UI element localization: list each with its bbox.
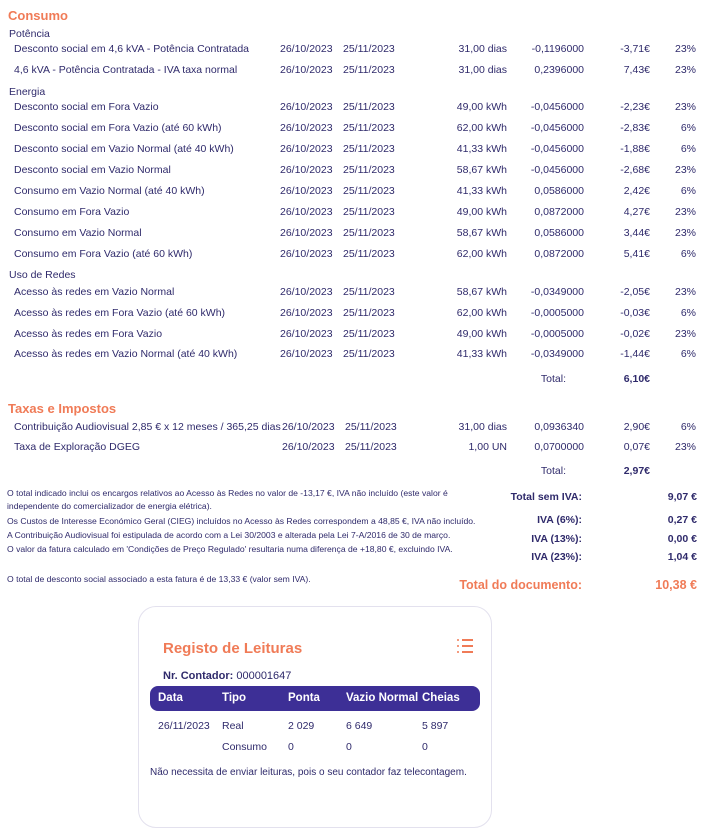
column-header-cheias: Cheias bbox=[422, 692, 460, 704]
item-vat: 6% bbox=[680, 348, 696, 360]
item-unit-price: 0,0872000 bbox=[534, 206, 584, 218]
item-vat: 23% bbox=[674, 64, 696, 76]
summary-label-iva-13: IVA (13%): bbox=[531, 533, 582, 545]
item-quantity: 41,33 kWh bbox=[456, 348, 507, 360]
note-regulated-price: O valor da fatura calculado em 'Condições de Preço Regulado' resultaria numa diferença de +18,80 €, excluindo IVA. bbox=[7, 544, 453, 554]
item-start-date: 26/10/2023 bbox=[280, 286, 333, 298]
item-unit-price: 0,2396000 bbox=[534, 64, 584, 76]
item-quantity: 49,00 kWh bbox=[456, 206, 507, 218]
item-start-date: 26/10/2023 bbox=[280, 206, 333, 218]
note-cieg: Os Custos de Interesse Económico Geral (CIEG) incluídos no Acesso às Redes correspondem a 48,85 €, IVA não incluído. bbox=[7, 516, 476, 526]
item-unit-price: 0,0936340 bbox=[534, 421, 584, 433]
line-item-row bbox=[0, 328, 710, 346]
item-value: 5,41€ bbox=[623, 248, 650, 260]
item-start-date: 26/10/2023 bbox=[280, 307, 333, 319]
item-quantity: 58,67 kWh bbox=[456, 164, 507, 176]
summary-label-iva-6: IVA (6%): bbox=[537, 514, 582, 526]
item-vat: 23% bbox=[674, 43, 696, 55]
summary-label-iva-23: IVA (23%): bbox=[531, 551, 582, 563]
item-description: Desconto social em Fora Vazio bbox=[14, 101, 159, 113]
item-value: -2,68€ bbox=[620, 164, 650, 176]
list-menu-icon[interactable] bbox=[457, 639, 473, 653]
item-start-date: 26/10/2023 bbox=[280, 185, 333, 197]
item-vat: 6% bbox=[680, 143, 696, 155]
item-value: -1,88€ bbox=[620, 143, 650, 155]
line-item-row bbox=[0, 248, 710, 266]
item-unit-price: 0,0586000 bbox=[534, 227, 584, 239]
item-description: Acesso às redes em Fora Vazio bbox=[14, 328, 163, 340]
readings-table-header bbox=[150, 686, 480, 711]
line-item-row bbox=[0, 348, 710, 366]
item-description: Taxa de Exploração DGEG bbox=[14, 441, 141, 453]
item-quantity: 62,00 kWh bbox=[456, 248, 507, 260]
item-end-date: 25/11/2023 bbox=[345, 441, 397, 453]
item-end-date: 25/11/2023 bbox=[343, 227, 395, 239]
line-item-row bbox=[0, 227, 710, 245]
item-start-date: 26/10/2023 bbox=[280, 348, 333, 360]
note-social-discount: O total de desconto social associado a esta fatura é de 13,33 € (valor sem IVA). bbox=[7, 574, 311, 584]
readings-card bbox=[138, 606, 492, 828]
item-vat: 6% bbox=[680, 248, 696, 260]
table-row bbox=[150, 741, 480, 757]
item-description: Consumo em Fora Vazio (até 60 kWh) bbox=[14, 248, 193, 260]
line-item-row bbox=[0, 421, 710, 439]
section-title-taxas: Taxas e Impostos bbox=[8, 401, 117, 416]
item-unit-price: -0,0005000 bbox=[530, 328, 584, 340]
cell-ponta: 0 bbox=[288, 741, 294, 753]
document-total-label: Total do documento: bbox=[459, 578, 582, 592]
cell-ponta: 2 029 bbox=[288, 720, 315, 732]
line-item-row bbox=[0, 101, 710, 119]
item-unit-price: 0,0700000 bbox=[534, 441, 584, 453]
cell-cheias: 0 bbox=[422, 741, 428, 753]
note-audiovisual: A Contribuição Audiovisual foi estipulada de acordo com a Lei 30/2003 e alterada pela Lei 7-A/2016 de 30 de março. bbox=[7, 530, 451, 540]
line-item-row bbox=[0, 185, 710, 203]
item-end-date: 25/11/2023 bbox=[343, 248, 395, 260]
item-quantity: 58,67 kWh bbox=[456, 227, 507, 239]
item-end-date: 25/11/2023 bbox=[345, 421, 397, 433]
line-item-row bbox=[0, 441, 710, 459]
item-quantity: 31,00 dias bbox=[458, 64, 507, 76]
table-row bbox=[150, 720, 480, 736]
item-vat: 6% bbox=[680, 307, 696, 319]
item-start-date: 26/10/2023 bbox=[280, 164, 333, 176]
item-end-date: 25/11/2023 bbox=[343, 185, 395, 197]
item-end-date: 25/11/2023 bbox=[343, 206, 395, 218]
cell-tipo: Consumo bbox=[222, 741, 267, 753]
telemetering-note: Não necessita de enviar leituras, pois o seu contador faz telecontagem. bbox=[150, 767, 467, 778]
item-unit-price: -0,0349000 bbox=[530, 286, 584, 298]
line-item-row bbox=[0, 43, 710, 61]
item-quantity: 49,00 kWh bbox=[456, 328, 507, 340]
item-quantity: 62,00 kWh bbox=[456, 307, 507, 319]
item-start-date: 26/10/2023 bbox=[282, 421, 335, 433]
item-value: 4,27€ bbox=[623, 206, 650, 218]
item-description: Desconto social em Vazio Normal bbox=[14, 164, 171, 176]
item-value: 2,90€ bbox=[623, 421, 650, 433]
item-value: -0,03€ bbox=[620, 307, 650, 319]
cell-tipo: Real bbox=[222, 720, 244, 732]
item-vat: 6% bbox=[680, 122, 696, 134]
consumo-total-row bbox=[0, 373, 710, 389]
item-vat: 23% bbox=[674, 206, 696, 218]
item-start-date: 26/10/2023 bbox=[280, 143, 333, 155]
item-description: Acesso às redes em Vazio Normal (até 40 kWh) bbox=[14, 348, 238, 360]
item-unit-price: -0,0456000 bbox=[530, 164, 584, 176]
item-unit-price: -0,0005000 bbox=[530, 307, 584, 319]
meter-value: 000001647 bbox=[236, 670, 292, 682]
group-title-uso-de-redes: Uso de Redes bbox=[9, 269, 76, 281]
item-vat: 23% bbox=[674, 101, 696, 113]
item-unit-price: 0,0872000 bbox=[534, 248, 584, 260]
section-title-consumo: Consumo bbox=[8, 8, 68, 23]
item-start-date: 26/10/2023 bbox=[280, 227, 333, 239]
item-end-date: 25/11/2023 bbox=[343, 348, 395, 360]
column-header-ponta: Ponta bbox=[288, 692, 320, 704]
item-end-date: 25/11/2023 bbox=[343, 164, 395, 176]
item-start-date: 26/10/2023 bbox=[280, 101, 333, 113]
column-header-tipo: Tipo bbox=[222, 692, 247, 704]
item-end-date: 25/11/2023 bbox=[343, 328, 395, 340]
item-description: Desconto social em Fora Vazio (até 60 kWh) bbox=[14, 122, 222, 134]
item-end-date: 25/11/2023 bbox=[343, 64, 395, 76]
taxas-total-row bbox=[0, 465, 710, 481]
consumo-total-label: Total: bbox=[540, 373, 566, 385]
item-value: -0,02€ bbox=[620, 328, 650, 340]
column-header-vazio-normal: Vazio Normal bbox=[346, 692, 419, 704]
summary-value-total-sem-iva: 9,07 € bbox=[667, 491, 697, 503]
item-description: Consumo em Fora Vazio bbox=[14, 206, 130, 218]
item-value: 2,42€ bbox=[623, 185, 650, 197]
item-quantity: 31,00 dias bbox=[458, 421, 507, 433]
item-unit-price: -0,1196000 bbox=[531, 43, 584, 55]
item-description: Consumo em Vazio Normal bbox=[14, 227, 142, 239]
item-quantity: 41,33 kWh bbox=[456, 143, 507, 155]
line-item-row bbox=[0, 64, 710, 82]
item-unit-price: -0,0456000 bbox=[530, 101, 584, 113]
item-value: 3,44€ bbox=[623, 227, 650, 239]
consumo-total-value: 6,10€ bbox=[623, 373, 650, 385]
item-end-date: 25/11/2023 bbox=[343, 43, 395, 55]
item-start-date: 26/10/2023 bbox=[280, 122, 333, 134]
item-description: Desconto social em 4,6 kVA - Potência Contratada bbox=[14, 43, 250, 55]
item-unit-price: -0,0349000 bbox=[530, 348, 584, 360]
item-unit-price: 0,0586000 bbox=[534, 185, 584, 197]
cell-vazio-normal: 6 649 bbox=[346, 720, 373, 732]
document-total-value: 10,38 € bbox=[655, 578, 697, 592]
readings-card-title: Registo de Leituras bbox=[163, 640, 303, 657]
item-value: -3,71€ bbox=[620, 43, 650, 55]
item-value: 0,07€ bbox=[623, 441, 650, 453]
item-end-date: 25/11/2023 bbox=[343, 286, 395, 298]
item-vat: 6% bbox=[680, 421, 696, 433]
line-item-row bbox=[0, 143, 710, 161]
summary-value-iva-13: 0,00 € bbox=[667, 533, 697, 545]
item-quantity: 31,00 dias bbox=[458, 43, 507, 55]
item-unit-price: -0,0456000 bbox=[530, 122, 584, 134]
item-description: Acesso às redes em Fora Vazio (até 60 kWh) bbox=[14, 307, 226, 319]
item-quantity: 1,00 UN bbox=[468, 441, 507, 453]
taxas-total-label: Total: bbox=[540, 465, 566, 477]
line-item-row bbox=[0, 286, 710, 304]
cell-vazio-normal: 0 bbox=[346, 741, 352, 753]
item-value: 7,43€ bbox=[623, 64, 650, 76]
item-value: -2,23€ bbox=[620, 101, 650, 113]
item-vat: 23% bbox=[674, 286, 696, 298]
item-quantity: 58,67 kWh bbox=[456, 286, 507, 298]
item-description: Desconto social em Vazio Normal (até 40 kWh) bbox=[14, 143, 234, 155]
item-start-date: 26/10/2023 bbox=[280, 248, 333, 260]
item-start-date: 26/10/2023 bbox=[282, 441, 335, 453]
item-quantity: 49,00 kWh bbox=[456, 101, 507, 113]
item-vat: 23% bbox=[674, 441, 696, 453]
meter-number bbox=[163, 670, 291, 682]
item-end-date: 25/11/2023 bbox=[343, 122, 395, 134]
line-item-row bbox=[0, 206, 710, 224]
summary-label-total-sem-iva: Total sem IVA: bbox=[510, 491, 582, 503]
item-value: -1,44€ bbox=[620, 348, 650, 360]
item-vat: 6% bbox=[680, 185, 696, 197]
item-quantity: 62,00 kWh bbox=[456, 122, 507, 134]
taxas-total-value: 2,97€ bbox=[623, 465, 650, 477]
item-description: Consumo em Vazio Normal (até 40 kWh) bbox=[14, 185, 205, 197]
meter-label: Nr. Contador: bbox=[163, 670, 234, 682]
item-start-date: 26/10/2023 bbox=[280, 328, 333, 340]
item-start-date: 26/10/2023 bbox=[280, 43, 333, 55]
item-value: -2,05€ bbox=[620, 286, 650, 298]
summary-value-iva-6: 0,27 € bbox=[667, 514, 697, 526]
cell-cheias: 5 897 bbox=[422, 720, 449, 732]
line-item-row bbox=[0, 307, 710, 325]
group-title-energia: Energia bbox=[9, 86, 46, 98]
item-end-date: 25/11/2023 bbox=[343, 307, 395, 319]
item-start-date: 26/10/2023 bbox=[280, 64, 333, 76]
column-header-data: Data bbox=[158, 692, 183, 704]
line-item-row bbox=[0, 164, 710, 182]
group-title-potencia: Potência bbox=[9, 28, 50, 40]
item-description: 4,6 kVA - Potência Contratada - IVA taxa normal bbox=[14, 64, 238, 76]
item-value: -2,83€ bbox=[620, 122, 650, 134]
note-network-access: O total indicado inclui os encargos relativos ao Acesso às Redes no valor de -13,17 €, IVA não incluído (este valor é independente do comercializador de energia elétrica). bbox=[7, 488, 448, 511]
item-end-date: 25/11/2023 bbox=[343, 143, 395, 155]
item-vat: 23% bbox=[674, 328, 696, 340]
item-end-date: 25/11/2023 bbox=[343, 101, 395, 113]
line-item-row bbox=[0, 122, 710, 140]
summary-value-iva-23: 1,04 € bbox=[667, 551, 697, 563]
item-unit-price: -0,0456000 bbox=[530, 143, 584, 155]
item-vat: 23% bbox=[674, 164, 696, 176]
item-vat: 23% bbox=[674, 227, 696, 239]
item-description: Contribuição Audiovisual 2,85 € x 12 meses / 365,25 dias bbox=[14, 421, 281, 433]
item-description: Acesso às redes em Vazio Normal bbox=[14, 286, 175, 298]
cell-data: 26/11/2023 bbox=[158, 720, 210, 732]
item-quantity: 41,33 kWh bbox=[456, 185, 507, 197]
